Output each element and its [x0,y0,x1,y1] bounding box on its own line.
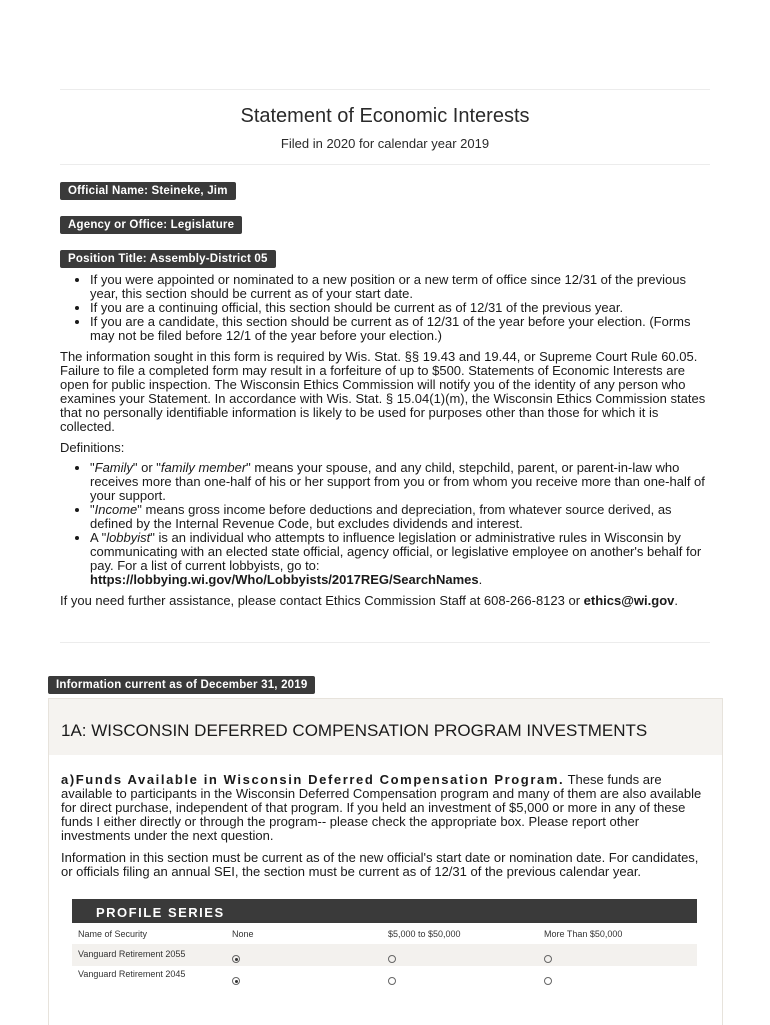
definition-family: • "Family" or "family member" means your spouse, and any child, stepchild, parent, or parent-in-law who receives more than one-half of his or her support from you or from whom you receive more than one-half of your support. [90,461,710,503]
position-tag: Position Title: Assembly-District 05 [60,250,276,268]
ethics-email-link[interactable]: ethics@wi.gov [583,593,675,608]
section-1a-body [61,773,711,879]
assistance: If you need further assistance, please contact Ethics Commission Staff at 608-266-8123 or ethics@wi.gov. [60,593,678,608]
column-header: $5,000 to $50,000 [388,929,461,939]
definitions [60,441,710,587]
section-1a-title: 1A: WISCONSIN DEFERRED COMPENSATION PROGRAM INVESTMENTS [61,721,648,740]
info-current-tag: Information current as of December 31, 2019 [48,676,315,694]
section-divider [60,642,710,643]
table-row [72,944,697,966]
lobbyist-link[interactable]: https://lobbying.wi.gov/Who/Lobbyists/2017REG/SearchNames [90,572,479,587]
radio-over-50k[interactable] [544,977,552,985]
section-1a-lead: a)Funds Available in Wisconsin Deferred Compensation Program. [61,772,565,787]
column-header: More Than $50,000 [544,929,623,939]
definition-income: • "Income" means gross income before deductions and depreciation, from whatever source derived, as defined by the Internal Revenue Code, but excludes dividends and interest. [90,503,710,531]
legal-notice-text: The information sought in this form is required by Wis. Stat. §§ 19.43 and 19.44, or Supreme Court Rule 60.05. Failure to file a completed form may result in a forfeiture of up to $500. Statements of Economic Interests are open for public inspection. The Wisconsin Ethics Commission will notify you of the identity of any person who examines your Statement. In accordance with Wis. Stat. § 15.04(1)(m), the Wisconsin Ethics Commission states that no personally identifiable information is likely to be used for purposes other than those for which it is collected. [60,349,706,434]
page-title: Statement of Economic Interests [240,105,530,127]
radio-5k-50k[interactable] [388,955,396,963]
timing-bullet: • If you were appointed or nominated to a new position or a new term of office since 12/31 of the previous year, this section should be current as of your start date. [90,273,710,301]
section-1a-para2: Information in this section must be current as of the new official's start date or nomination date. For candidates, or officials filing an annual SEI, the section must be current as of 12/31 of the previous calendar year. [61,850,699,879]
security-name: Vanguard Retirement 2045 [78,969,186,979]
radio-over-50k[interactable] [544,955,552,963]
timing-instructions [60,273,710,343]
profile-series-header [72,899,697,923]
header-divider [60,164,710,165]
definitions-heading: Definitions: [60,440,125,455]
section-1a-header [49,699,722,755]
official-name-tag: Official Name: Steineke, Jim [60,182,236,200]
profile-series-title: PROFILE SERIES [96,905,225,920]
agency-tag: Agency or Office: Legislature [60,216,242,234]
section-1a-para1: These funds are available to participants in the Wisconsin Deferred Compensation program and many of them are also available for direct purchase, independent of that program. If you held an investment of $5,000 or more in any of these funds I either directly or through the program-- please check the appropriate box. Please report other investments under the next question. [61,772,702,843]
page-subtitle: Filed in 2020 for calendar year 2019 [280,136,490,151]
radio-none[interactable] [232,955,240,963]
legal-notice [60,350,710,434]
column-header: None [232,929,254,939]
timing-bullet: • If you are a continuing official, this section should be current as of 12/31 of the previous year. [90,301,710,315]
radio-5k-50k[interactable] [388,977,396,985]
assistance-text: If you need further assistance, please contact Ethics Commission Staff at 608-266-8123 or [60,593,581,608]
security-name: Vanguard Retirement 2055 [78,949,186,959]
table-row [72,966,697,988]
table-header-row [72,923,697,944]
column-header: Name of Security [78,929,148,939]
definition-lobbyist: • A "lobbyist" is an individual who attempts to influence legislation or administrative rules in Wisconsin by communicating with an elected state official, agency official, or legislative employee on another's behalf for pay. For a list of current lobbyists, go to: https://lobbying.wi.gov/Who/Lobbyists/2017REG/SearchNames. [90,531,710,587]
radio-none[interactable] [232,977,240,985]
top-divider [60,89,710,90]
timing-bullet: • If you are a candidate, this section should be current as of 12/31 of the year before your election. (Forms may not be filed before 12/1 of the year before your election.) [90,315,710,343]
